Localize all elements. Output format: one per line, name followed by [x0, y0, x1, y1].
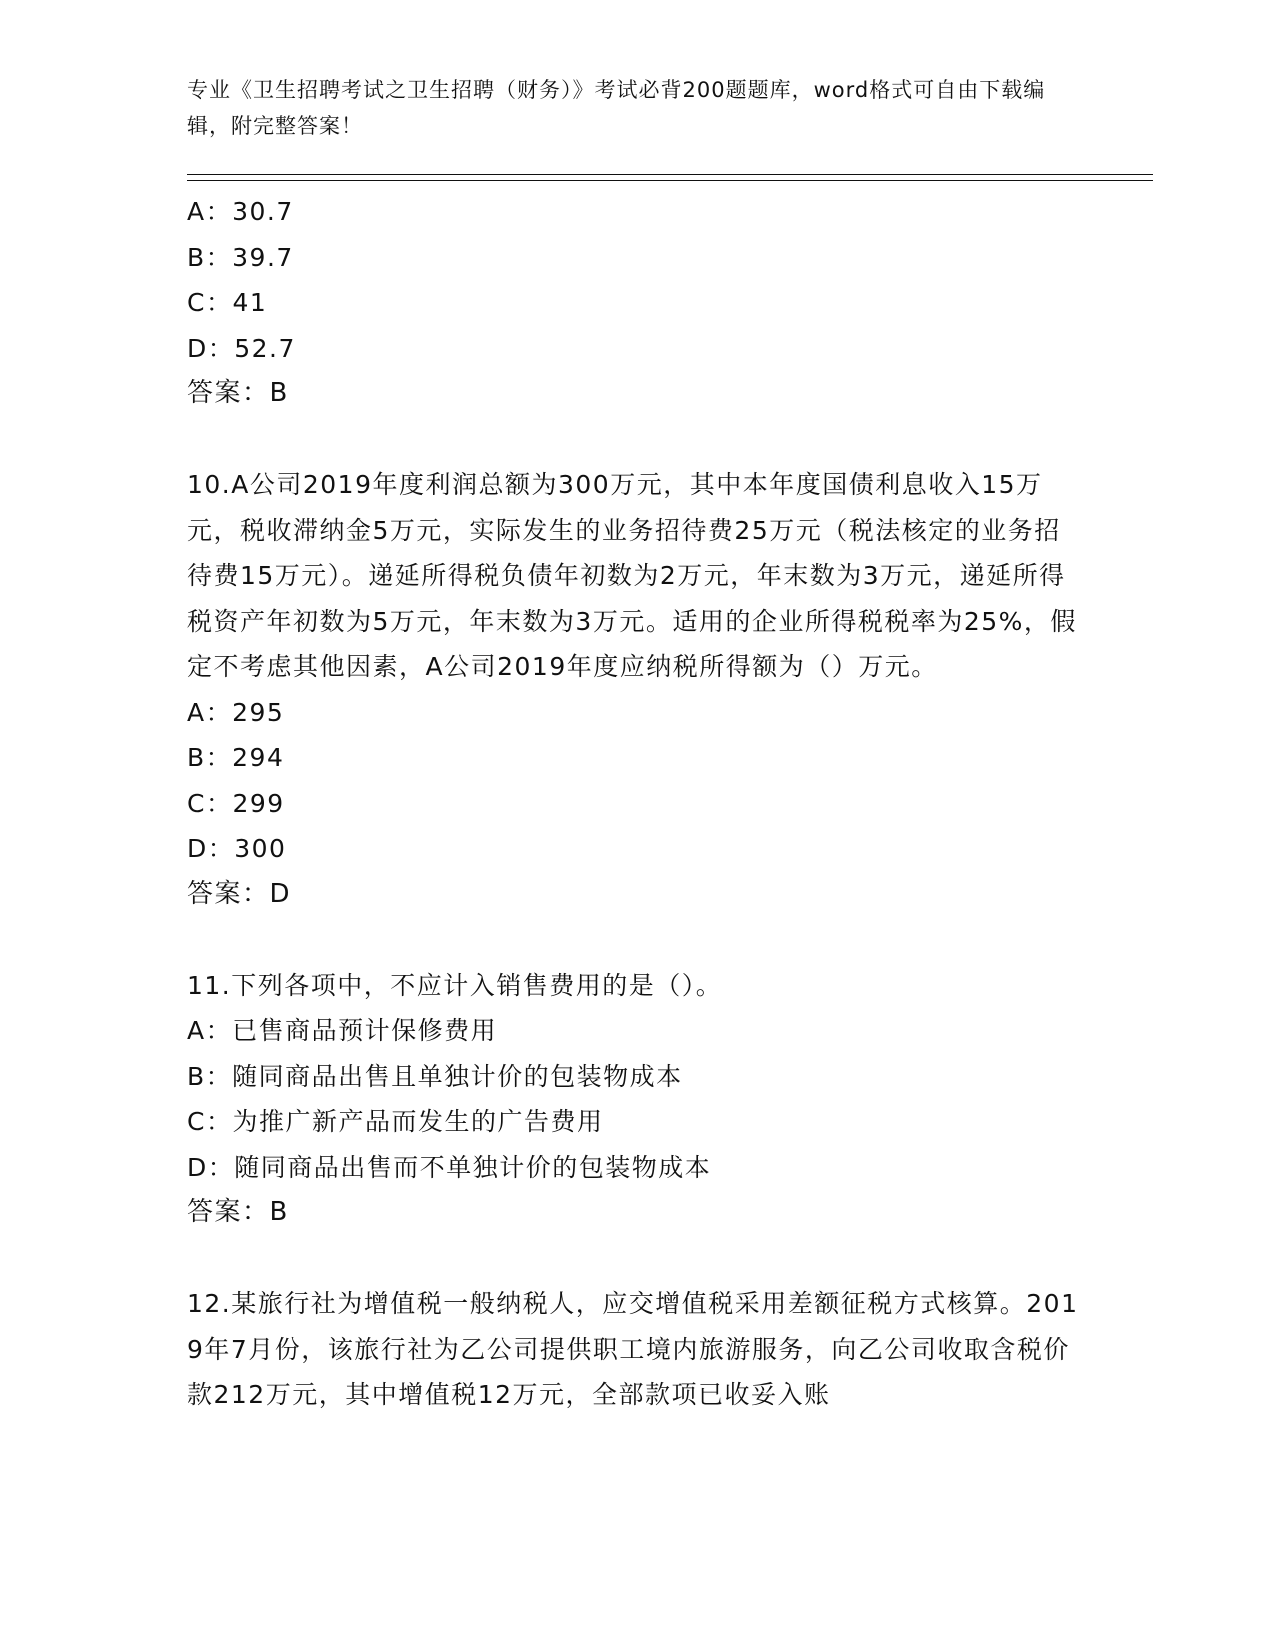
header-divider-bottom — [187, 180, 1153, 181]
option-d: D：52.7 — [187, 333, 296, 363]
option-b: B：随同商品出售且单独计价的包装物成本 — [187, 1061, 683, 1091]
answer-line: 答案：D — [187, 878, 292, 909]
answer-line: 答案：B — [187, 378, 289, 408]
option-b: B：294 — [187, 743, 285, 772]
option-b: B：39.7 — [187, 242, 294, 272]
option-c: C：为推广新产品而发生的广告费用 — [187, 1107, 604, 1136]
option-d: D：随同商品出售而不单独计价的包装物成本 — [187, 1152, 712, 1182]
document-body — [187, 189, 1087, 1418]
question-12-text: 12.某旅行社为增值税一般纳税人，应交增值税采用差额征税方式核算。2019年7月份，该旅行社为乙公司提供职工境内旅游服务，向乙公司收取含税价款212万元，其中增值税12万元，全部款项已收妥入账 — [187, 1289, 1079, 1409]
header-divider-top — [187, 174, 1153, 175]
question-11-text: 11.下列各项中，不应计入销售费用的是（）。 — [187, 970, 723, 1000]
option-d: D：300 — [187, 834, 287, 863]
option-a: A：295 — [187, 697, 285, 727]
option-c: C：41 — [187, 288, 268, 317]
option-a: A：已售商品预计保修费用 — [187, 1016, 498, 1045]
question-10-text: 10.A公司2019年度利润总额为300万元，其中本年度国债利息收入15万元，税收滞纳金5万元，实际发生的业务招待费25万元（税法核定的业务招待费15万元）。递延所得税负债年初数为2万元，年末数为3万元，递延所得税资产年初数为5万元，年末数为3万元。适用的企业所得税税率为25%，假定不考虑其他因素，A公司2019年度应纳税所得额为（）万元。 — [187, 470, 1077, 681]
document-header: 专业《卫生招聘考试之卫生招聘（财务）》考试必背200题题库，word格式可自由下载编辑，附完整答案！ — [187, 78, 1046, 138]
answer-line: 答案：B — [187, 1197, 289, 1227]
option-a: A：30.7 — [187, 197, 294, 226]
option-c: C：299 — [187, 788, 285, 818]
